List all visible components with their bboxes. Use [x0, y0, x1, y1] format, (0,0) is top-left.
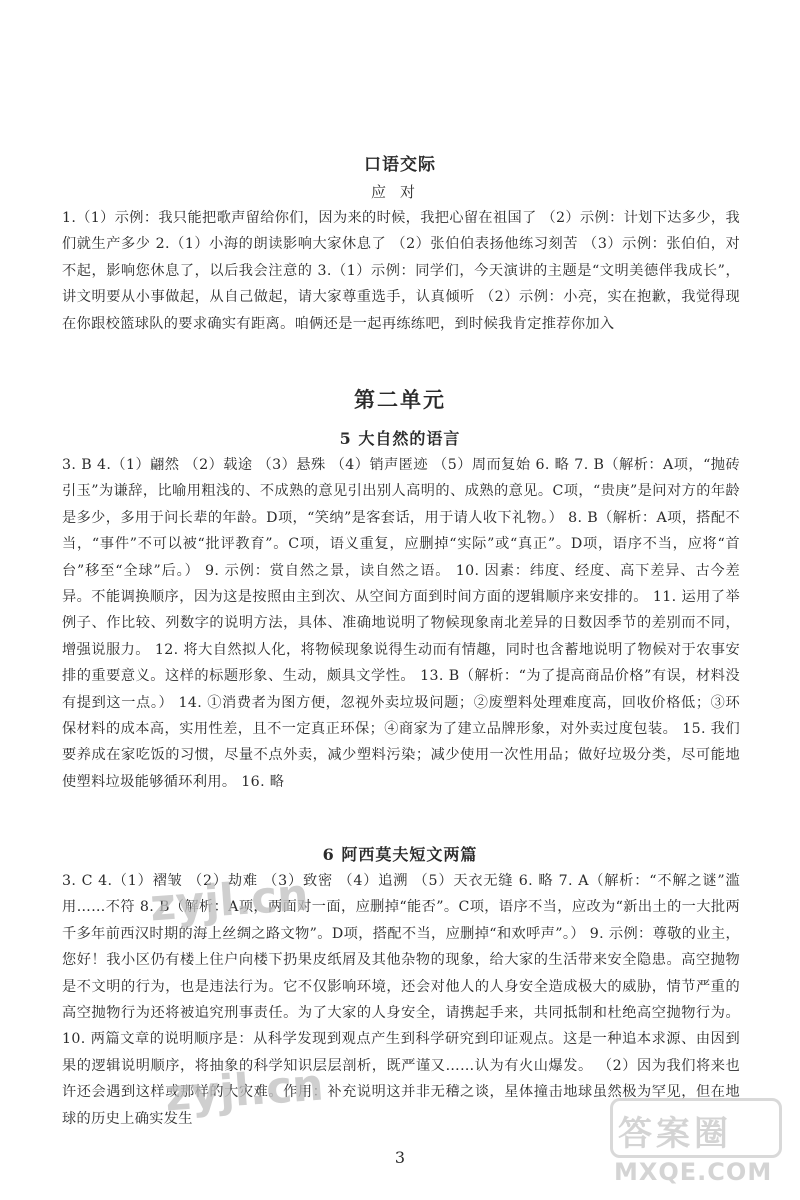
lesson-6-title: 6 阿西莫夫短文两篇	[322, 845, 478, 864]
watermark-url: MXQE.COM	[614, 1158, 773, 1186]
page-number: 3	[394, 1148, 406, 1167]
section-subtitle-oral: 应对	[370, 183, 429, 201]
watermark-center: zyjl.cn	[148, 869, 311, 932]
unit-title: 第二单元	[354, 387, 446, 412]
oral-answers-paragraph: 1.（1）示例：我只能把歌声留给你们，因为来的时候，我把心留在祖国了 （2）示例：计划下达多少，我们就生产多少 2.（1）小海的朗读影响大家休息了 （2）张伯伯表扬他练习刻苦 （3）示例：张伯伯，对不起，影响您休息了，以后我会注意的 3.（1）示例：同学们，今天演讲的主题是“文明美德伴我成长”，讲文明要从小事做起，从自己做起，请大家尊重选手，认真倾听 （2）示例：小亮，实在抱歉，我觉得现在你跟校篮球队的要求确实有距离。咱俩还是一起再练练吧，到时候我肯定推荐你加入	[62, 210, 740, 332]
watermark-lower: zyjl.cn	[163, 1059, 326, 1122]
lesson-6-answers-paragraph: 3. C 4.（1）褶皱 （2）劫难 （3）致密 （4）追溯 （5）天衣无缝 6. 略 7. A（解析：“不解之谜”滥用……不符 8. B（解析：A项，两面对一面，应删掉“能否”。C项，语序不当，应改为“新出土的一大批两千多年前西汉时期的海上丝绸之路文物”。D项，搭配不当，应删掉“和欢呼声”。） 9. 示例：尊敬的业主，您好！我小区仍有楼上住户向楼下扔果皮纸屑及其他杂物的现象，给大家的生活带来安全隐患。高空抛物是不文明的行为，也是违法行为。它不仅影响环境，还会对他人的人身安全造成极大的威胁，情节严重的高空抛物行为还将被追究刑事责任。为了大家的人身安全，请携起手来，共同抵制和杜绝高空抛物行为。 10. 两篇文章的说明顺序是：从科学发现到观点产生到科学研究到印证观点。这是一种追本求源、由因到果的逻辑说明顺序，将抽象的科学知识层层剖析，既严谨又……认为有火山爆发。 （2）因为我们将来也许还会遇到这样或那样的大灾难。作用：补充说明这并非无稽之谈，星体撞击地球虽然极为罕见，但在地球的历史上确实发生	[62, 873, 740, 1127]
lesson-5-answers-paragraph: 3. B 4.（1）翩然 （2）载途 （3）悬殊 （4）销声匿迹 （5）周而复始 6. 略 7. B（解析：A项，“抛砖引玉”为谦辞，比喻用粗浅的、不成熟的意见引出别人高明的、成熟的意见。C项，“贵庚”是问对方的年龄是多少，多用于问长辈的年龄。D项，“笑纳”是客套话，用于请人收下礼物。） 8. B（解析：A项，搭配不当，“事件”不可以被“批评教育”。C项，语义重复，应删掉“实际”或“真正”。D项，语序不当，应将“首台”移至“全球”后。） 9. 示例：赏自然之景，读自然之语。 10. 因素：纬度、经度、高下差异、古今差异。不能调换顺序，因为这是按照由主到次、从空间方面到时间方面的逻辑顺序来安排的。 11. 运用了举例子、作比较、列数字的说明方法，具体、准确地说明了物候现象南北差异的日数因季节的差别而不同，增强说服力。 12. 将大自然拟人化，将物候现象说得生动而有情趣，同时也含蓄地说明了物候对于农事安排的重要意义。这样的标题形象、生动，颇具文学性。 13. B（解析：“为了提高商品价格”有误，材料没有提到这一点。） 14. ①消费者为图方便，忽视外卖垃圾问题；②废塑料处理难度高，回收价格低；③环保材料的成本高，实用性差，且不一定真正环保；④商家为了建立品牌形象，对外卖过度包装。 15. 我们要养成在家吃饭的习惯，尽量不点外卖，减少塑料污染；减少使用一次性用品；做好垃圾分类，尽可能地使塑料垃圾能够循环利用。 16. 略	[62, 457, 740, 790]
section-title-oral: 口语交际	[364, 155, 436, 175]
watermark-logo-text: 答案圈	[618, 1114, 732, 1154]
lesson-5-title: 5 大自然的语言	[339, 429, 461, 448]
